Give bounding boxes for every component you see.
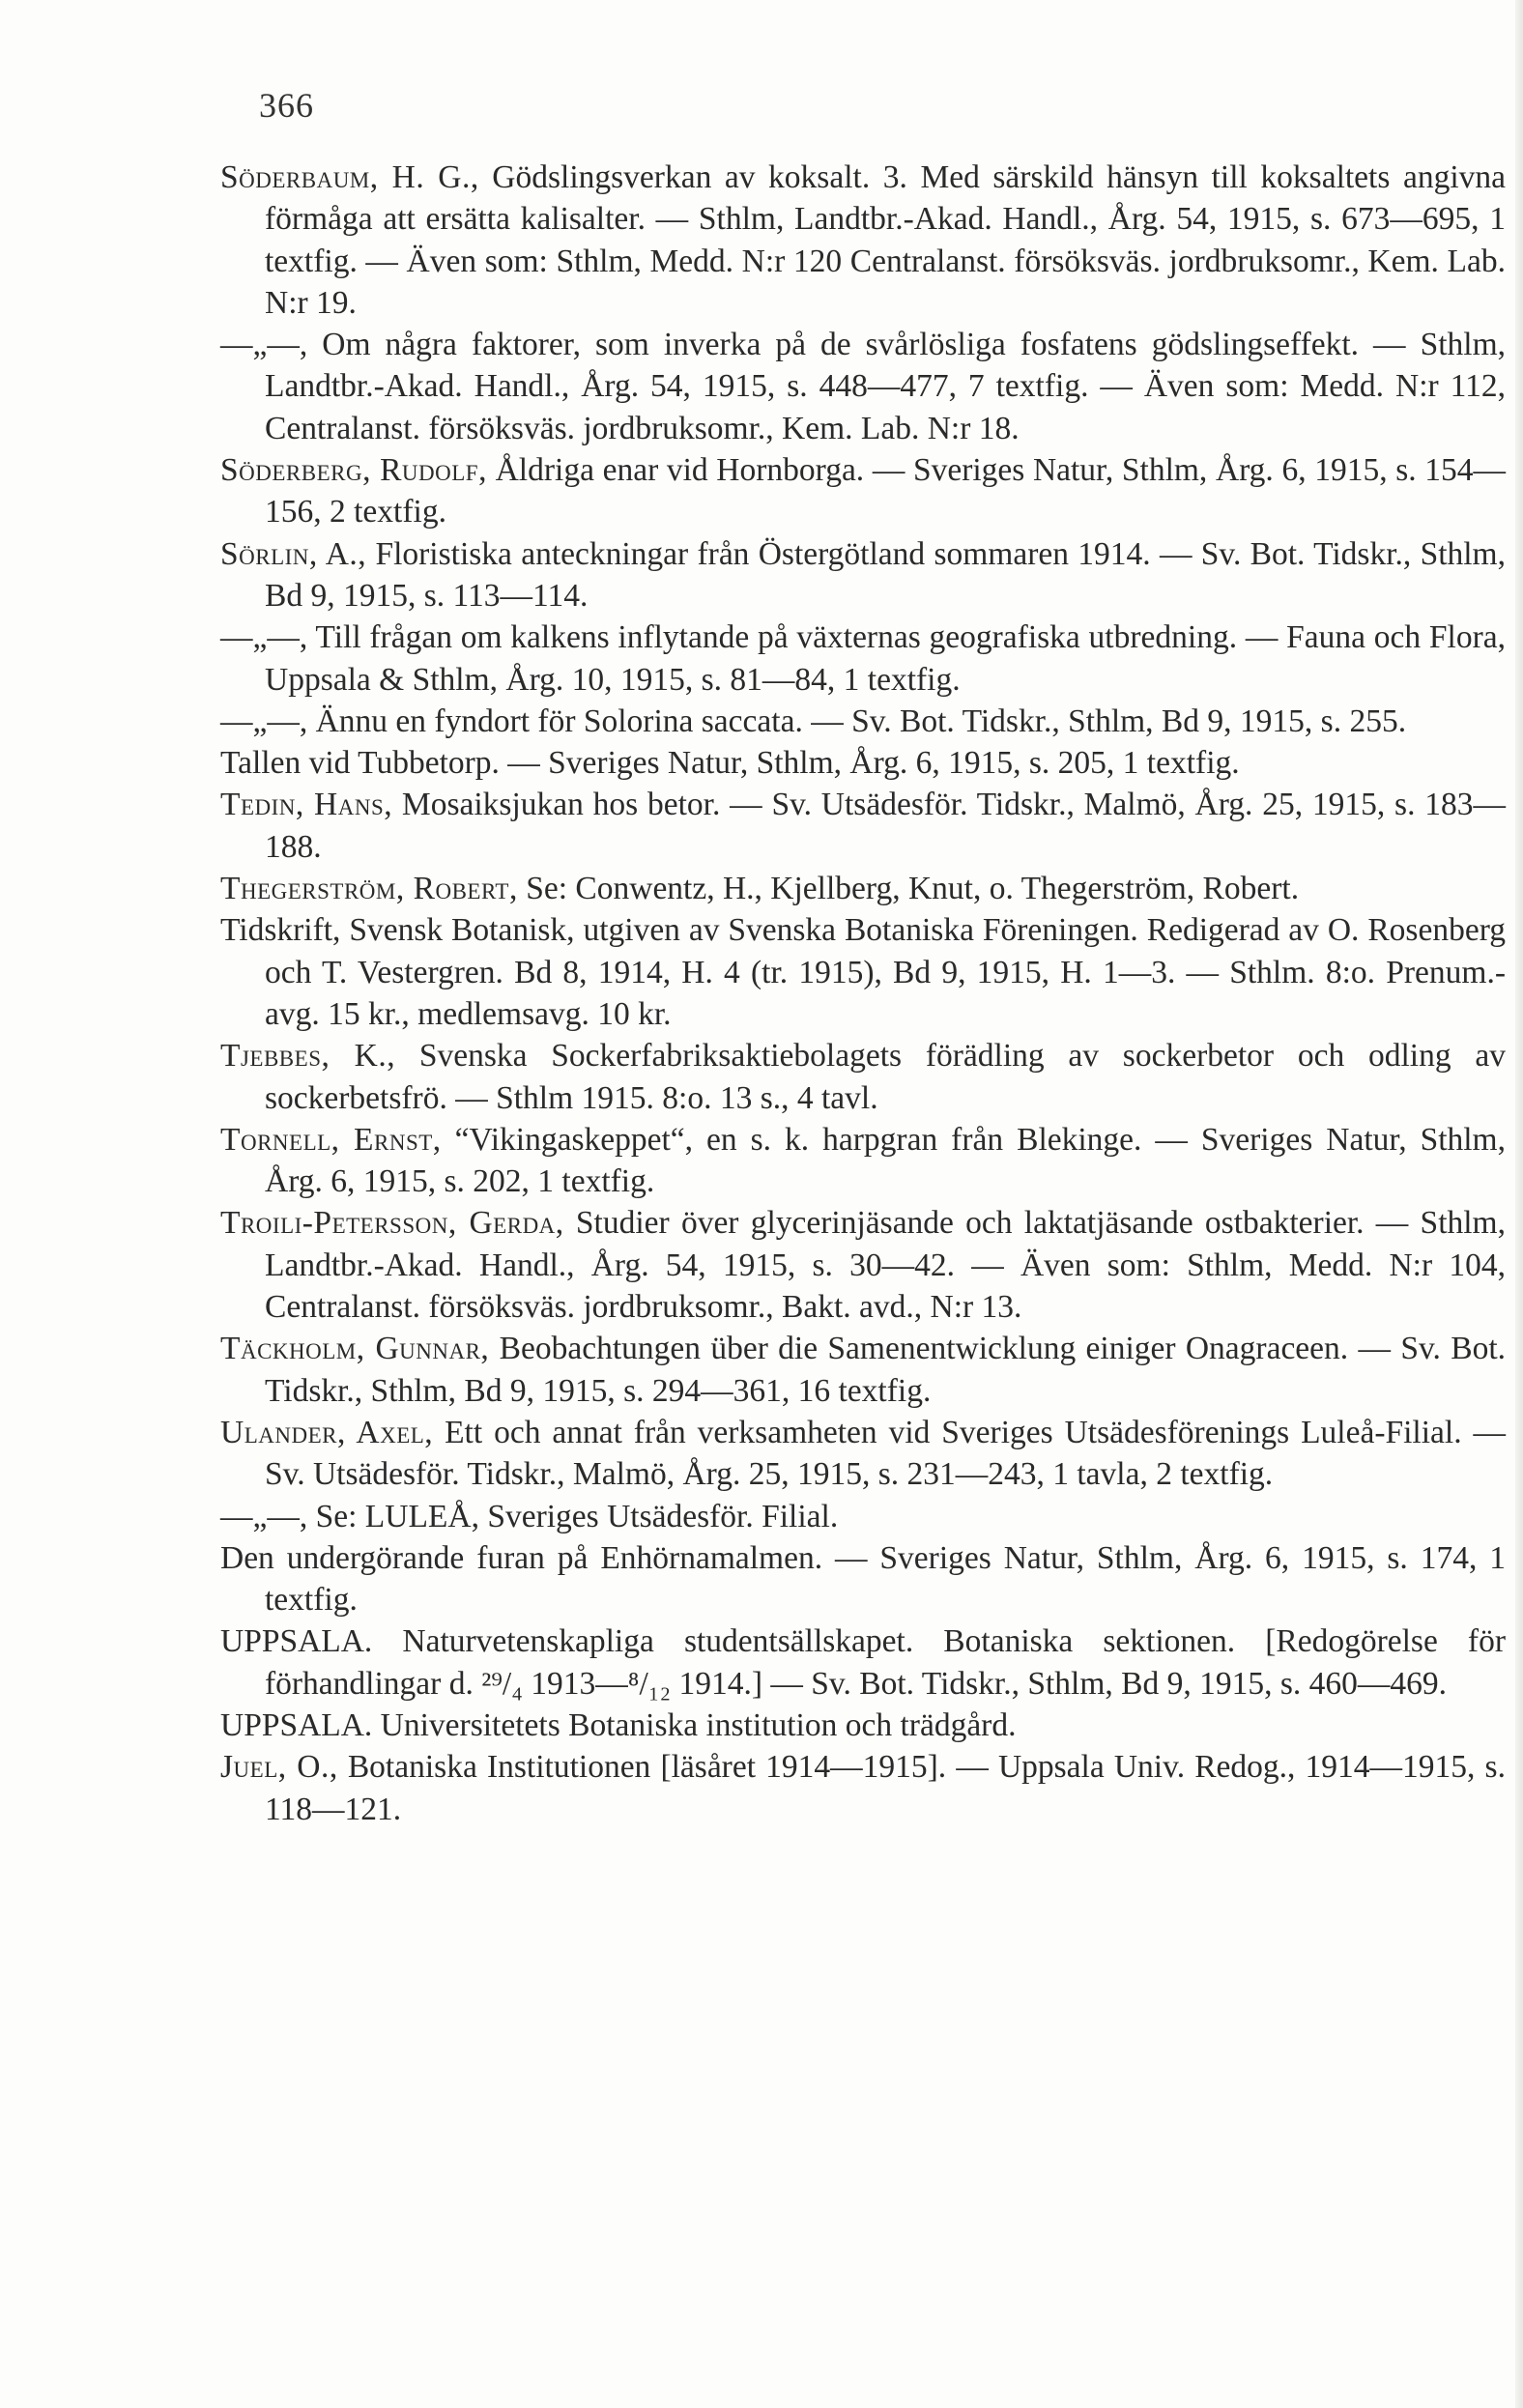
entry-text: —„—, Till frågan om kalkens inflytande på växternas geografiska utbredning. — Fauna och Flora, Uppsala & Sthlm, Årg. 10, 1915, s. 81—84, 1 textfig. <box>220 619 1506 698</box>
entry-text: “Vikingaskeppet“, en s. k. harpgran från Blekinge. — Sveriges Natur, Sthlm, Årg. 6, 1915, s. 202, 1 textfig. <box>265 1121 1506 1200</box>
entry-text: Se: Conwentz, H., Kjellberg, Knut, o. Thegerström, Robert. <box>517 871 1300 907</box>
entry-text: —„—, Om några faktorer, som inverka på de svårlösliga fosfatens gödslingseffekt. — Sthlm, Landtbr.-Akad. Handl., Årg. 54, 1915, s. 448—477, 7 textfig. — Även som: Medd. N:r 112, Centralanst. försöksväs. jordbruksomr., Kem. Lab. N:r 18. <box>220 327 1506 446</box>
bibliography-entry <box>220 1328 1506 1412</box>
bibliography-entry <box>220 157 1506 324</box>
bibliography-entry <box>220 1537 1506 1621</box>
bibliography-entry <box>220 742 1506 784</box>
entry-author: Juel, O., <box>220 1749 338 1786</box>
entry-author: Troili-Petersson, Gerda, <box>220 1205 564 1242</box>
entry-text: Floristiska anteckningar från Östergötland sommaren 1914. — Sv. Bot. Tidskr., Sthlm, Bd 9, 1915, s. 113—114. <box>265 535 1506 614</box>
bibliography-entry <box>220 1035 1506 1119</box>
bibliography-entry <box>220 616 1506 701</box>
entry-text: Ett och annat från verksamheten vid Sveriges Utsädesförenings Luleå-Filial. — Sv. Utsädesför. Tidskr., Malmö, Årg. 25, 1915, s. 231—243, 1 tavla, 2 textfig. <box>265 1414 1507 1493</box>
page-edge <box>1515 0 1523 2408</box>
bibliography-entry <box>220 868 1506 909</box>
bibliography-entry <box>220 1746 1506 1830</box>
entry-text: Svenska Sockerfabriksaktiebolagets förädling av sockerbetor och odling av sockerbetsfrö. — Sthlm 1915. 8:o. 13 s., 4 tavl. <box>265 1038 1506 1116</box>
entry-text: —„—, Ännu en fyndort för Solorina saccata. — Sv. Bot. Tidskr., Sthlm, Bd 9, 1915, s. 255. <box>220 702 1407 739</box>
bibliography-entry <box>220 1496 1506 1537</box>
bibliography-entry <box>220 1202 1506 1328</box>
entry-author: Tornell, Ernst, <box>220 1121 442 1158</box>
bibliography-entry <box>220 324 1506 449</box>
bibliography-entry <box>220 449 1506 533</box>
entry-text: Mosaiksjukan hos betor. — Sv. Utsädesför. Tidskr., Malmö, Årg. 25, 1915, s. 183—188. <box>265 787 1506 865</box>
bibliography-entry <box>220 1412 1506 1496</box>
bibliography-entries <box>220 157 1506 1830</box>
entry-text: Åldriga enar vid Hornborga. — Sveriges Natur, Sthlm, Årg. 6, 1915, s. 154—156, 2 textfig. <box>265 452 1506 530</box>
entry-author: Tjebbes, K., <box>220 1038 396 1075</box>
entry-text: Gödslingsverkan av koksalt. 3. Med särskild hänsyn till koksaltets angivna förmåga att ersätta kalisalter. — Sthlm, Landtbr.-Akad. Handl., Årg. 54, 1915, s. 673—695, 1 textfig. — Även som: Sthlm, Medd. N:r 120 Centralanst. försöksväs. jordbruksomr., Kem. Lab. N:r 19. <box>265 159 1506 321</box>
bibliography-entry <box>220 784 1506 868</box>
page-number: 366 <box>259 86 314 125</box>
entry-text: Tallen vid Tubbetorp. — Sveriges Natur, Sthlm, Årg. 6, 1915, s. 205, 1 textfig. <box>220 745 1240 782</box>
entry-text: Den undergörande furan på Enhörnamalmen. — Sveriges Natur, Sthlm, Årg. 6, 1915, s. 174, 1 textfig. <box>220 1539 1506 1619</box>
entry-author: Ulander, Axel, <box>220 1414 434 1450</box>
bibliography-entry <box>220 1705 1506 1746</box>
entry-author: Tedin, Hans, <box>220 787 393 823</box>
entry-text: Tidskrift, Svensk Botanisk, utgiven av Svenska Botaniska Föreningen. Redigerad av O. Rosenberg och T. Vestergren. Bd 8, 1914, H. 4 (tr. 1915), Bd 9, 1915, H. 1—3. — Sthlm. 8:o. Prenum.-avg. 15 kr., medlemsavg. 10 kr. <box>220 912 1506 1032</box>
entry-text: UPPSALA. Universitetets Botaniska institution och trädgård. <box>220 1706 1017 1743</box>
entry-author: Sörlin, A., <box>220 535 367 572</box>
entry-text: Beobachtungen über die Samenentwicklung einiger Onagraceen. — Sv. Bot. Tidskr., Sthlm, Bd 9, 1915, s. 294—361, 16 textfig. <box>265 1331 1506 1409</box>
bibliography-entry <box>220 533 1506 617</box>
bibliography-entry <box>220 1119 1506 1203</box>
entry-text: Studier över glycerinjäsande och laktatjäsande ostbakterier. — Sthlm, Landtbr.-Akad. Handl., Årg. 54, 1915, s. 30—42. — Även som: Sthlm, Medd. N:r 104, Centralanst. försöksväs. jordbruksomr., Bakt. avd., N:r 13. <box>265 1205 1506 1326</box>
entry-text: —„—, Se: LULEÅ, Sveriges Utsädesför. Filial. <box>220 1498 839 1534</box>
entry-author: Täckholm, Gunnar, <box>220 1331 490 1367</box>
bibliography-entry <box>220 909 1506 1035</box>
entry-author: Söderbaum, H. G., <box>220 159 479 195</box>
entry-text: UPPSALA. Naturvetenskapliga studentsällskapet. Botaniska sektionen. [Redogörelse för förhandlingar d. ²⁹/₄ 1913—⁸/₁₂ 1914.] — Sv. Bot. Tidskr., Sthlm, Bd 9, 1915, s. 460—469. <box>220 1623 1506 1702</box>
entry-author: Thegerström, Robert, <box>220 871 518 907</box>
entry-text: Botaniska Institutionen [läsåret 1914—1915]. — Uppsala Univ. Redog., 1914—1915, s. 118—121. <box>265 1749 1506 1827</box>
bibliography-entry <box>220 701 1506 742</box>
entry-author: Söderberg, Rudolf, <box>220 452 487 489</box>
bibliography-entry <box>220 1620 1506 1705</box>
